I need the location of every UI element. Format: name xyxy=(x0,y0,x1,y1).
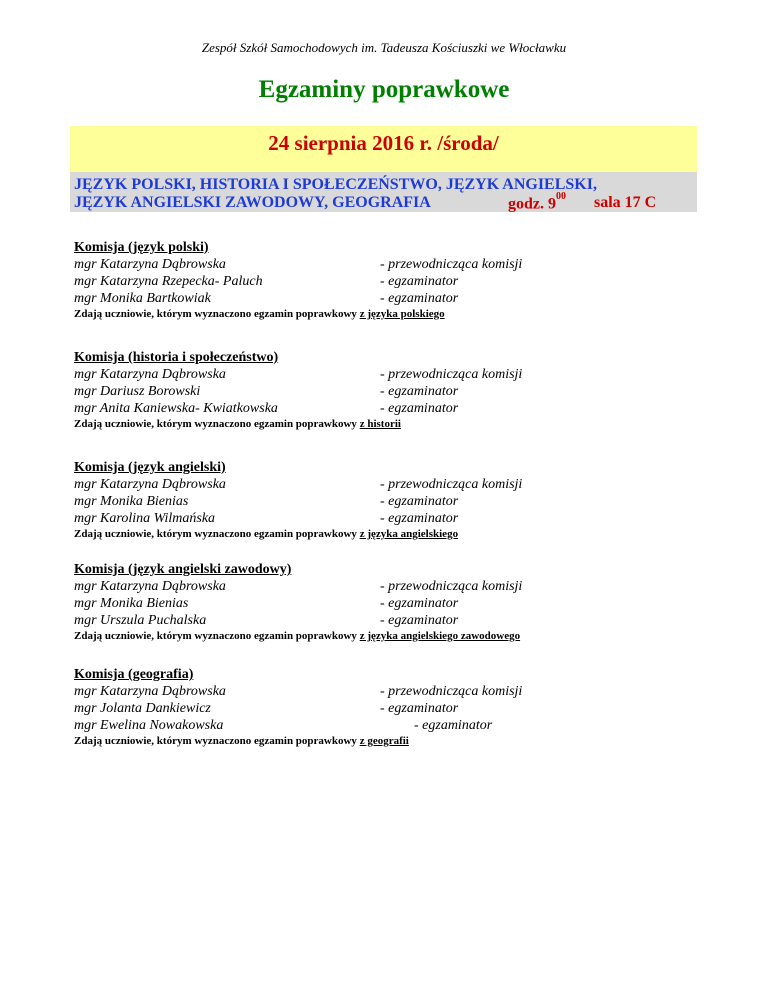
committee-member xyxy=(74,717,694,734)
member-name: mgr Katarzyna Dąbrowska xyxy=(74,477,226,492)
member-name: mgr Katarzyna Dąbrowska xyxy=(74,684,226,699)
member-role: - przewodnicząca komisji xyxy=(380,367,523,382)
member-name: mgr Jolanta Dankiewicz xyxy=(74,701,211,716)
subjects-line-1: JĘZYK POLSKI, HISTORIA I SPOŁECZEŃSTWO, JĘZYK ANGIELSKI, xyxy=(74,176,597,193)
date-banner xyxy=(70,126,697,172)
member-name: mgr Dariusz Borowski xyxy=(74,384,201,399)
note-subject: z geografii xyxy=(359,735,409,747)
note-subject: z języka angielskiego zawodowego xyxy=(359,630,521,642)
member-name: mgr Karolina Wilmańska xyxy=(74,511,216,526)
committee-title: Komisja (geografia) xyxy=(74,667,194,682)
subjects-banner xyxy=(70,172,697,212)
member-role: - egzaminator xyxy=(380,511,459,526)
member-name: mgr Anita Kaniewska- Kwiatkowska xyxy=(74,401,278,416)
committee-member xyxy=(74,612,694,629)
committee-member xyxy=(74,493,694,510)
committee-member xyxy=(74,510,694,527)
committee-member xyxy=(74,700,694,717)
committee-history xyxy=(74,350,694,431)
committee-polish xyxy=(74,240,694,321)
school-header: Zespół Szkół Samochodowych im. Tadeusza Kościuszki we Włocławku xyxy=(201,40,567,55)
member-name: mgr Katarzyna Dąbrowska xyxy=(74,257,226,272)
member-name: mgr Urszula Puchalska xyxy=(74,613,207,628)
committee-member xyxy=(74,366,694,383)
committee-member xyxy=(74,273,694,290)
subjects-line-2: JĘZYK ANGIELSKI ZAWODOWY, GEOGRAFIA xyxy=(74,194,431,211)
member-role: - egzaminator xyxy=(380,494,459,509)
exam-note xyxy=(74,734,694,748)
member-role: - egzaminator xyxy=(380,613,459,628)
member-role: - przewodnicząca komisji xyxy=(380,684,523,699)
committee-title: Komisja (język polski) xyxy=(74,240,209,255)
member-name: mgr Katarzyna Dąbrowska xyxy=(74,579,226,594)
exam-time-minutes: 00 xyxy=(556,191,566,202)
committee-member xyxy=(74,400,694,417)
member-role: - egzaminator xyxy=(380,291,459,306)
member-role: - przewodnicząca komisji xyxy=(380,257,523,272)
member-role: - przewodnicząca komisji xyxy=(380,477,523,492)
committee-vocational-english xyxy=(74,562,694,643)
member-name: mgr Katarzyna Rzepecka- Paluch xyxy=(74,274,263,289)
exam-note xyxy=(74,629,694,643)
committee-english xyxy=(74,460,694,541)
note-prefix: Zdają uczniowie, którym wyznaczono egzamin poprawkowy xyxy=(74,308,357,320)
note-subject: z języka polskiego xyxy=(359,308,445,320)
committee-member xyxy=(74,383,694,400)
exam-time-label: godz. 9 xyxy=(508,195,556,213)
member-name: mgr Monika Bartkowiak xyxy=(74,291,211,306)
member-role: - egzaminator xyxy=(380,274,459,289)
exam-note xyxy=(74,417,694,431)
committee-member xyxy=(74,256,694,273)
member-role: - egzaminator xyxy=(380,401,459,416)
note-prefix: Zdają uczniowie, którym wyznaczono egzamin poprawkowy xyxy=(74,528,357,540)
exam-note xyxy=(74,527,694,541)
page-title: Egzaminy poprawkowe xyxy=(258,76,510,103)
exam-room: sala 17 C xyxy=(594,194,657,211)
note-subject: z historii xyxy=(359,418,401,430)
committee-title: Komisja (historia i społeczeństwo) xyxy=(74,350,279,365)
note-prefix: Zdają uczniowie, którym wyznaczono egzamin poprawkowy xyxy=(74,418,357,430)
committee-geography xyxy=(74,667,694,748)
committee-member xyxy=(74,595,694,612)
committee-title: Komisja (język angielski) xyxy=(74,460,226,475)
member-name: mgr Monika Bienias xyxy=(74,596,189,611)
committee-member xyxy=(74,290,694,307)
committee-title: Komisja (język angielski zawodowy) xyxy=(74,562,292,577)
member-role: - egzaminator xyxy=(380,596,459,611)
member-role: - egzaminator xyxy=(380,701,459,716)
member-role: - przewodnicząca komisji xyxy=(380,579,523,594)
note-subject: z języka angielskiego xyxy=(359,528,459,540)
member-role: - egzaminator xyxy=(414,718,493,733)
committee-member xyxy=(74,476,694,493)
member-name: mgr Ewelina Nowakowska xyxy=(74,718,224,733)
exam-date: 24 sierpnia 2016 r. /środa/ xyxy=(268,131,499,155)
member-name: mgr Katarzyna Dąbrowska xyxy=(74,367,226,382)
note-prefix: Zdają uczniowie, którym wyznaczono egzamin poprawkowy xyxy=(74,735,357,747)
member-role: - egzaminator xyxy=(380,384,459,399)
committee-member xyxy=(74,578,694,595)
exam-time xyxy=(508,191,566,213)
note-prefix: Zdają uczniowie, którym wyznaczono egzamin poprawkowy xyxy=(74,630,357,642)
exam-note xyxy=(74,307,694,321)
committee-member xyxy=(74,683,694,700)
member-name: mgr Monika Bienias xyxy=(74,494,189,509)
